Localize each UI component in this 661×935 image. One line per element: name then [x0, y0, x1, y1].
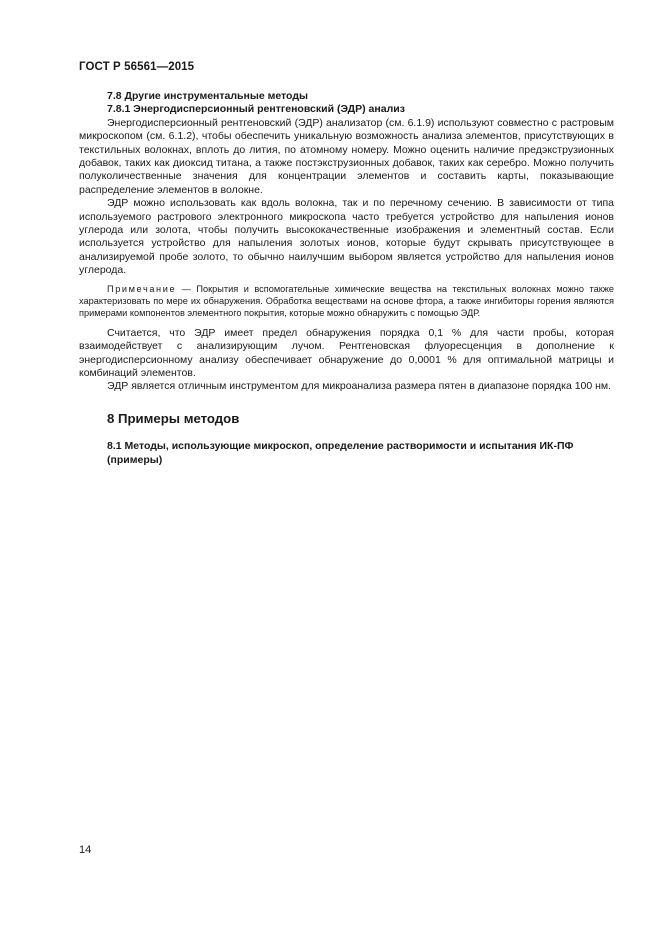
note-paragraph	[79, 283, 614, 319]
document-body	[79, 90, 614, 467]
paragraph-edx-overview: Энергодисперсионный рентгеновский (ЭДР) анализатор (см. 6.1.9) используют совместно с растровым микроскопом (см. 6.1.2), чтобы обеспечить уникальную возможность анализа элементов, присутствующих в текстильных волокнах, вплоть до лития, по атомному номеру. Можно оценить наличие предэкструзионных добавок, таких как диоксид титана, а также постэкструзионных добавок, таких как серебро. Можно получить полуколичественные значения для концентрации элементов и составить карты, показывающие распределение элементов в волокне.	[79, 116, 614, 196]
standard-header: ГОСТ Р 56561—2015	[79, 61, 195, 73]
note-text: — Покрытия и вспомогательные химические вещества на текстильных волокнах можно также характеризовать по мере их обнаружения. Обработка веществами на основе фтора, а также ингибиторы горения являются примерами компонентов элементного покрытия, которые можно обнаружить с помощью ЭДР.	[79, 283, 614, 318]
paragraph-spot-size: ЭДР является отличным инструментом для микроанализа размера пятен в диапазоне порядка 100 нм.	[107, 380, 612, 393]
note-label: Примечание	[107, 283, 177, 294]
page-number: 14	[79, 844, 92, 856]
section-8-1-heading: 8.1 Методы, использующие микроскоп, определение растворимости и испытания ИК-ПФ (примеры)	[107, 440, 574, 467]
section-7-8-1-heading: 7.8.1 Энергодисперсионный рентгеновский (ЭДР) анализ	[107, 103, 405, 116]
paragraph-detection-limit: Считается, что ЭДР имеет предел обнаружения порядка 0,1 % для части пробы, которая взаимодействует с анализирующим лучом. Рентгеновская флуоресценция в дополнение к энергодисперсионному анализу обеспечивает обнаружение до 0,0001 % для оптимальной матрицы и комбинаций элементов.	[79, 326, 614, 379]
section-8-heading: 8 Примеры методов	[107, 410, 240, 426]
paragraph-edx-usage: ЭДР можно использовать как вдоль волокна, так и по перечному сечению. В зависимости от типа используемого растрового электронного микроскопа часто требуется устройство для напыления ионов углерода или золота, чтобы получить высококачественные изображения и элементный состав. Если используется устройство для напыления золотых ионов, которые будут скрывать присутствующее в анализируемой пробе золото, то обычно наилучшим выбором является устройство для напыления ионов углерода.	[79, 197, 614, 277]
section-7-8-heading: 7.8 Другие инструментальные методы	[107, 90, 308, 102]
